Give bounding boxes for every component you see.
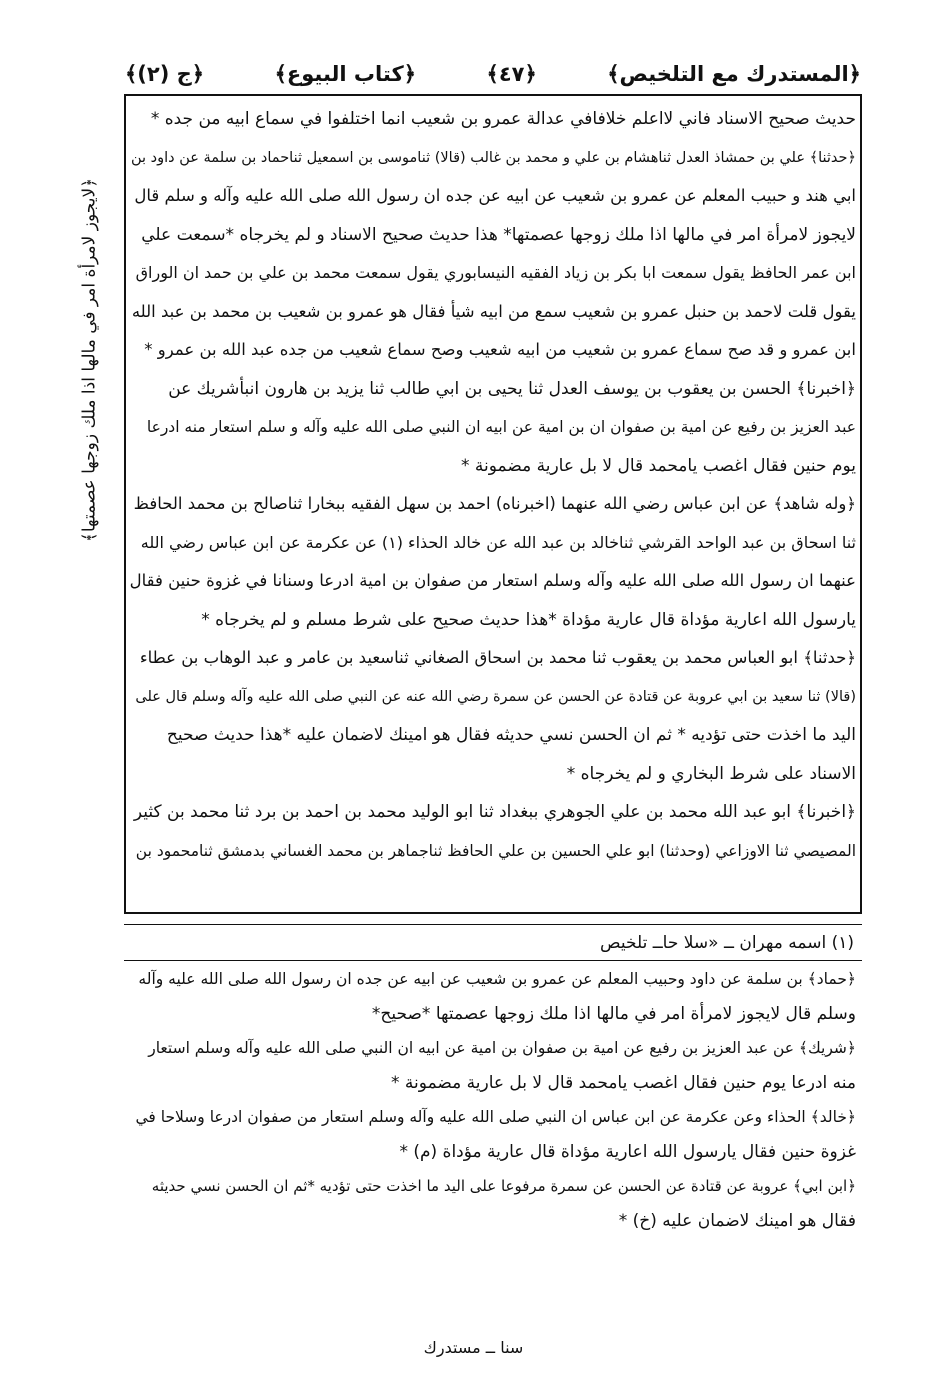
footnote: (١) اسمه مهران ــ «سلا حاــ تلخيص bbox=[600, 933, 854, 953]
text-line: (قالا) ثنا سعيد بن ابي عروبة عن قتادة عن الحسن عن سمرة رضي الله عنه عن النبي صلى الله عليه وآله وسلم قال على bbox=[135, 688, 856, 705]
text-line: عبد العزيز بن رفيع عن امية بن صفوان ان بن امية عن ابيه ان النبي صلى الله عليه وآله و سلم استعار منه ادرعا bbox=[146, 418, 856, 436]
book-title: ﴿كتاب البيوع﴾ bbox=[274, 62, 417, 86]
talkhis-line: ﴿حماد﴾ بن سلمة عن داود وحبيب المعلم عن عمرو بن شعيب عن ابيه عن جده ان رسول الله صلى الله عليه وآله bbox=[138, 970, 856, 988]
volume-label: ﴿ج (٢)﴾ bbox=[125, 62, 205, 86]
talkhis-line: منه ادرعا يوم حنين فقال اغصب يامحمد قال لا بل عارية مضمونة * bbox=[391, 1072, 856, 1093]
text-line: ﴿وله شاهد﴾ عن ابن عباس رضي الله عنهما (اخبرناه) احمد بن سهل الفقيه ببخارا ثناصالح بن محمد الحافظ bbox=[133, 494, 856, 513]
text-line: اليد ما اخذت حتى تؤديه * ثم ان الحسن نسي حديثه فقال هو امينك لاضمان عليه *هذا حديث صحيح bbox=[166, 725, 856, 745]
text-line: الاسناد على شرط البخاري و لم يخرجاه * bbox=[566, 763, 856, 784]
text-line: ابي هند و حبيب المعلم عن عمرو بن شعيب عن ابيه عن جده ان رسول الله صلى الله عليه وآله و سلم قال bbox=[134, 186, 856, 205]
signature-mark: سنا ــ مستدرك bbox=[423, 1338, 524, 1357]
talkhis-line: ﴿خالد﴾ الحذاء وعن عكرمة عن ابن عباس ان النبي صلى الله عليه وآله وسلم استعار من صفوان ادرعا وسلاحا في bbox=[135, 1108, 856, 1126]
text-line: يارسول الله اعارية مؤداة قال عارية مؤداة *هذا حديث صحيح على شرط مسلم و لم يخرجاه * bbox=[201, 609, 856, 630]
text-line: المصيصي ثنا الاوزاعي (وحدثنا) ابو علي الحسين بن علي الحافظ ثناجماهر بن محمد الغساني بدمشق ثنامحمود بن bbox=[135, 841, 856, 860]
text-line: لايجوز لامرأة امر في مالها اذا ملك زوجها عصمتها* هذا حديث صحيح الاسناد و لم يخرجاه *سمعت علي bbox=[141, 224, 856, 245]
talkhis-line: ﴿شريك﴾ عن عبد العزيز بن رفيع عن امية بن صفوان بن امية عن ابيه ان النبي صلى الله عليه وآله وسلم استعار bbox=[148, 1039, 856, 1057]
text-line: يقول قلت لاحمد بن حنبل عمرو بن شعيب سمع من ابيه شيأ فقال هو عمرو بن شعيب بن محمد بن عبد الله bbox=[131, 301, 856, 321]
margin-note-text: ﴿لايجوز لامرأة امر في مالها اذا ملك زوجها عصمتها﴾ bbox=[79, 177, 100, 543]
page-header bbox=[125, 56, 861, 92]
text-line: حديث صحيح الاسناد فاني لااعلم خلافافي عدالة عمرو بن شعيب انما اختلفوا في سماع ابيه من جده * bbox=[150, 109, 856, 129]
text-line: ابن عمر الحافظ يقول سمعت ابا بكر بن زياد الفقيه النيسابوري يقول سمعت محمد بن علي بن حمد ان الوراق bbox=[135, 263, 856, 282]
talkhis-divider bbox=[124, 960, 862, 961]
talkhis-line: ﴿ابن ابي﴾ عروبة عن قتادة عن الحسن عن سمرة مرفوعا على اليد ما اخذت حتى تؤديه *ثم ان الحسن نسي حديثه bbox=[151, 1177, 856, 1195]
talkhis-section bbox=[130, 962, 856, 1238]
footnote-divider bbox=[124, 924, 862, 925]
text-line: ﴿حدثنا﴾ علي بن حمشاذ العدل ثناهشام بن علي و محمد بن غالب (قالا) ثناموسى بن اسمعيل ثناحماد بن سلمة عن داود بن bbox=[131, 149, 856, 166]
text-line: ﴿حدثنا﴾ ابو العباس محمد بن يعقوب ثنا محمد بن اسحاق الصغاني ثناسعيد بن عامر و عبد الوهاب بن عطاء bbox=[139, 648, 856, 667]
text-line: عنهما ان رسول الله صلى الله عليه وآله وسلم استعار من صفوان بن امية ادرعا وسنانا في غزوة حنين فقال bbox=[130, 571, 856, 590]
text-line: ﴿اخبرنا﴾ الحسن بن يعقوب بن يوسف العدل ثنا يحيى بن ابي طالب ثنا يزيد بن هارون انبأشريك عن bbox=[168, 378, 856, 399]
header-title: ﴿المستدرك مع التلخيص﴾ bbox=[607, 62, 861, 86]
talkhis-line: غزوة حنين فقال يارسول الله اعارية مؤداة قال عارية مؤداة (م) * bbox=[399, 1141, 856, 1162]
text-line: ثنا اسحاق بن عبد الواحد القرشي ثناخالد بن عبد الله عن خالد الحذاء (١) عن عكرمة عن ابن عباس رضي الله bbox=[140, 532, 856, 552]
page-number: ﴿٤٧﴾ bbox=[486, 62, 537, 86]
talkhis-line: فقال هو امينك لاضمان عليه (خ) * bbox=[618, 1210, 856, 1231]
main-text bbox=[130, 100, 856, 870]
margin-note bbox=[64, 177, 114, 543]
text-line: ﴿اخبرنا﴾ ابو عبد الله محمد بن علي الجوهري ببغداد ثنا ابو الوليد محمد بن احمد بن برد ثنا محمد بن كثير bbox=[133, 802, 856, 822]
talkhis-line: وسلم قال لايجوز لامرأة امر في مالها اذا ملك زوجها عصمتها *صحيح* bbox=[371, 1003, 856, 1024]
text-line: يوم حنين فقال اغصب يامحمد قال لا بل عارية مضمونة * bbox=[461, 455, 856, 476]
text-line: ابن عمرو و قد صح سماع عمرو بن شعيب من ابيه شعيب وصح سماع شعيب من جده عبد الله بن عمرو * bbox=[144, 340, 856, 359]
